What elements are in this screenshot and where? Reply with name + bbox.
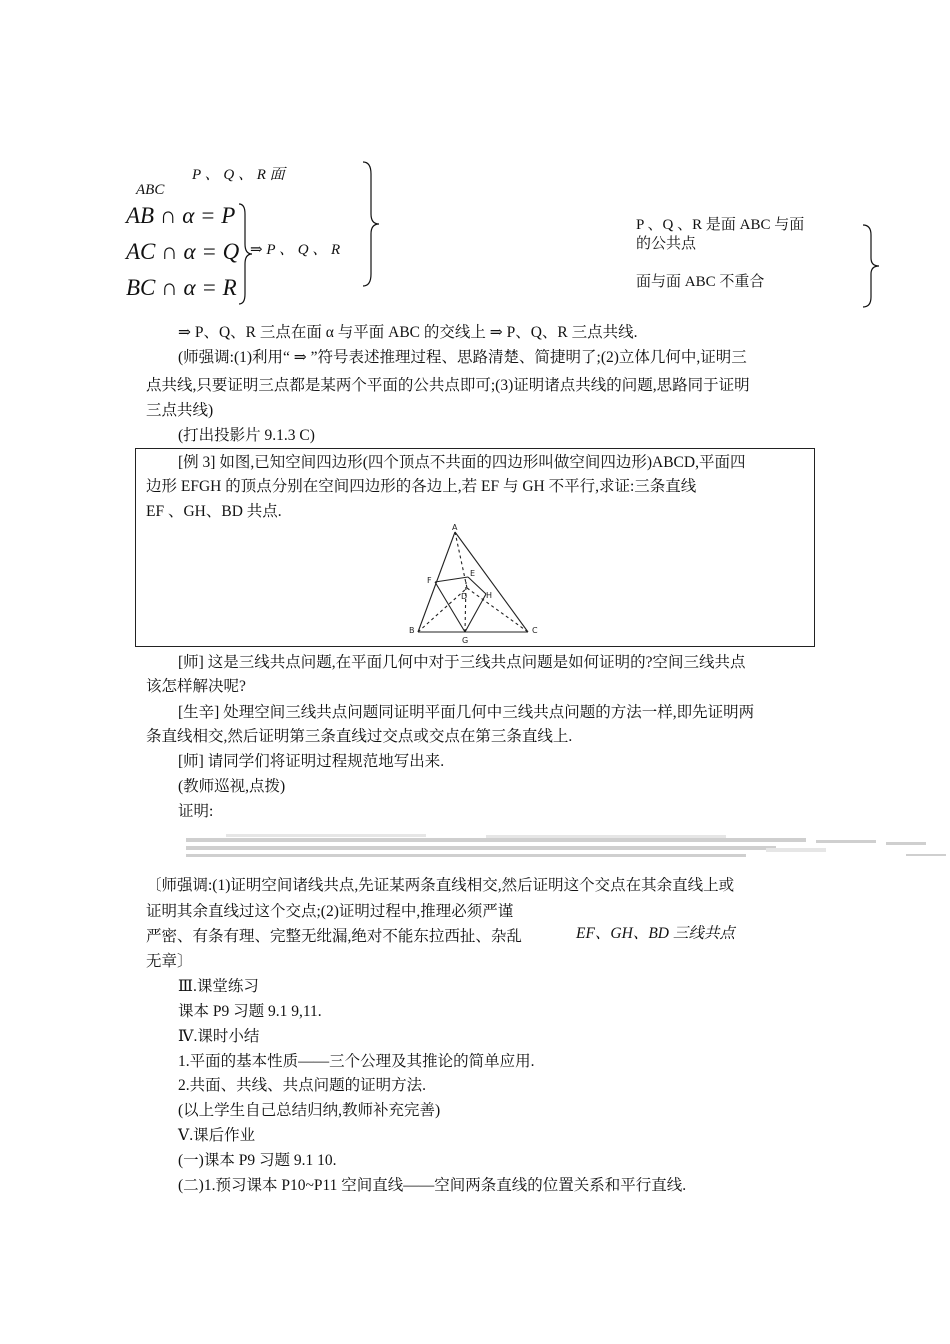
teacher-instruction: [师] 请同学们将证明过程规范地写出来.: [178, 753, 445, 770]
label-b: B: [409, 626, 415, 635]
student-answer-line-2: 条直线相交,然后证明第三条直线过交点或交点在第三条直线上.: [146, 728, 573, 745]
example-line-2: 边形 EFGH 的顶点分别在空间四边形的各边上,若 EF 与 GH 不平行,求证:三条直线: [146, 478, 697, 495]
illegible-proof-band: [186, 832, 948, 862]
section-5-item-1: (一)课本 P9 习题 9.1 10.: [178, 1152, 337, 1169]
label-f: F: [427, 576, 432, 585]
teacher-question-line-2: 该怎样解决呢?: [146, 678, 246, 695]
proof-label: 证明:: [178, 803, 214, 820]
emphasis-1-line-3: 三点共线): [146, 402, 214, 419]
right-brace-side: [860, 222, 882, 310]
equation-ab: AB ∩ α = P: [126, 203, 236, 228]
label-c: C: [532, 626, 538, 635]
section-3-heading: Ⅲ.课堂练习: [178, 978, 259, 995]
section-5-heading: Ⅴ.课后作业: [178, 1127, 256, 1144]
teacher-patrol: (教师巡视,点拨): [178, 778, 286, 795]
example-line-3: EF 、GH、BD 共点.: [146, 503, 282, 520]
common-point-text-1: P 、Q 、R 是面 ABC 与面: [636, 217, 805, 233]
slide-note: (打出投影片 9.1.3 C): [178, 427, 315, 444]
pqr-face-text: P 、 Q 、 R 面: [192, 167, 285, 183]
equation-bc: BC ∩ α = R: [126, 275, 237, 300]
right-brace-large: [360, 158, 382, 290]
section-4-item-2: 2.共面、共线、共点问题的证明方法.: [178, 1077, 427, 1094]
emphasis-1-line-2: 点共线,只要证明三点都是某两个平面的公共点即可;(3)证明诸点共线的问题,思路同于证明: [146, 377, 750, 394]
section-4-heading: Ⅳ.课时小结: [178, 1028, 260, 1045]
label-g: G: [462, 636, 469, 645]
common-point-text-2: 的公共点: [636, 236, 697, 252]
emphasis-2-line-4: 无章〕: [146, 953, 193, 970]
section-4-item-3: (以上学生自己总结归纳,教师补充完善): [178, 1102, 441, 1119]
section-4-item-1: 1.平面的基本性质——三个公理及其推论的简单应用.: [178, 1053, 535, 1070]
label-a: A: [452, 523, 458, 532]
section-5-item-2: (二)1.预习课本 P10~P11 空间直线——空间两条直线的位置关系和平行直线.: [178, 1177, 687, 1194]
label-h: H: [486, 591, 493, 600]
label-e: E: [470, 569, 476, 578]
example-line-1: [例 3] 如图,已知空间四边形(四个顶点不共面的四边形叫做空间四边形)ABCD,平面四: [178, 454, 746, 471]
emphasis-2-line-3: 严密、有条有理、完整无纰漏,绝对不能东拉西扯、杂乱: [146, 928, 522, 945]
abc-text: ABC: [136, 182, 165, 198]
implies-pqr: ⇒ P 、 Q 、 R: [250, 242, 341, 258]
emphasis-1-line-1: (师强调:(1)利用“ ⇒ ”符号表述推理过程、思路清楚、简捷明了;(2)立体几何中,证明三: [178, 349, 747, 366]
label-d: D: [461, 592, 468, 601]
not-coincide-text: 面与面 ABC 不重合: [636, 274, 765, 290]
emphasis-2-line-1: 〔师强调:(1)证明空间诸线共点,先证某两条直线相交,然后证明这个交点在其余直线上或: [146, 877, 735, 894]
emphasis-2-line-2: 证明其余直线过这个交点;(2)证明过程中,推理必须严谨: [146, 903, 514, 920]
student-answer-line-1: [生辛] 处理空间三线共点问题同证明平面几何中三线共点问题的方法一样,即先证明两: [178, 704, 755, 721]
section-3-item: 课本 P9 习题 9.1 9,11.: [178, 1003, 322, 1020]
equation-ac: AC ∩ α = Q: [126, 239, 240, 264]
conclusion-line: ⇒ P、Q、R 三点在面 α 与平面 ABC 的交线上 ⇒ P、Q、R 三点共线.: [178, 324, 638, 341]
quadrilateral-figure: [400, 520, 550, 646]
teacher-question-line-1: [师] 这是三线共点问题,在平面几何中对于三线共点问题是如何证明的?空间三线共点: [178, 654, 746, 671]
concurrent-lines-note: EF、GH、BD 三线共点: [576, 925, 735, 942]
